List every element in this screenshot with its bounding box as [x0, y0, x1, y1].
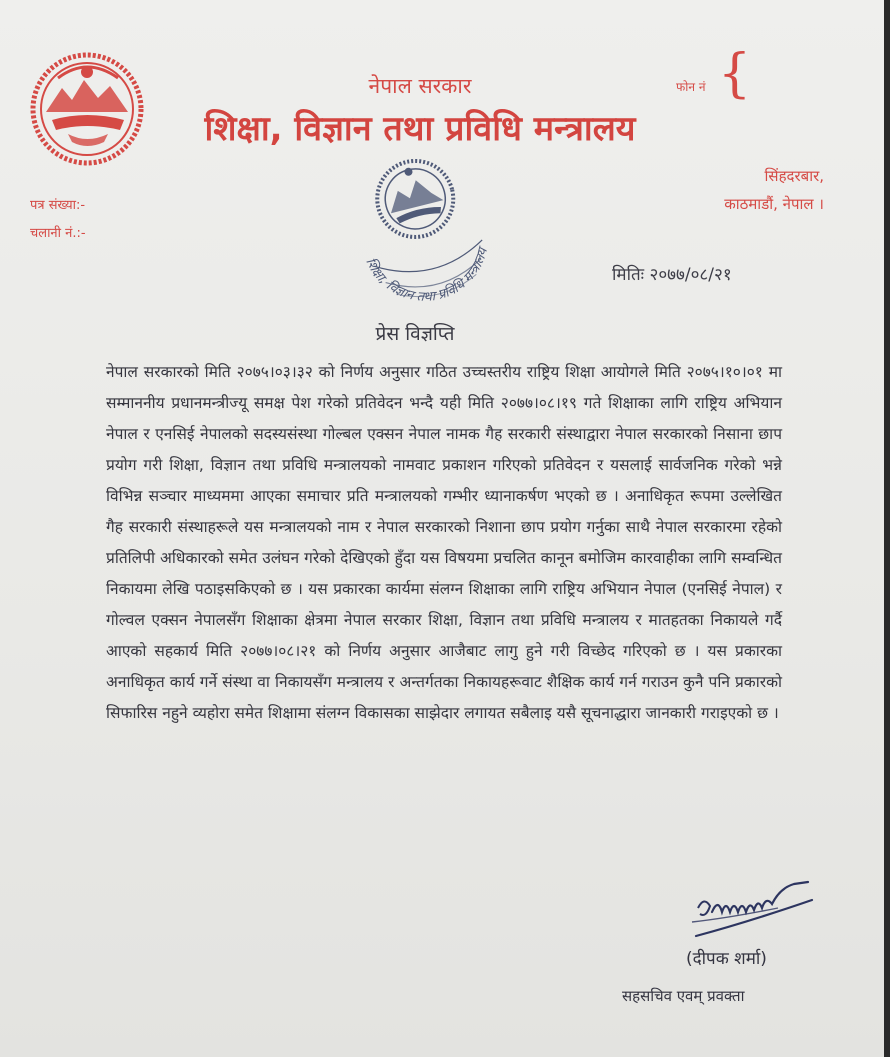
- ministry-stamp-icon: [338, 150, 508, 310]
- phone-label: फोन नं: [676, 80, 706, 94]
- press-release-heading: प्रेस विज्ञप्ति: [375, 323, 455, 345]
- government-title: नेपाल सरकार: [368, 74, 472, 98]
- ministry-title: शिक्षा, विज्ञान तथा प्रविधि मन्त्रालय: [204, 109, 636, 149]
- press-release-body: नेपाल सरकारको मिति २०७५।०३।३२ को निर्णय अनुसार गठित उच्चस्तरीय राष्ट्रिय शिक्षा आयोगले मिति २०७५।१०।०१ मा सम्माननीय प्रधानमन्त्रीज्यू समक्ष पेश गरेको प्रतिवेदन भन्दै यही मिति २०७७।०८।१९ गते शिक्षाका लागि राष्ट्रिय अभियान नेपाल र एनसिई नेपालको सदस्यसंस्था गोल्बल एक्सन नेपाल नामक गैह सरकारी संस्थाद्वारा नेपाल सरकारको निसाना छाप प्रयोग गरी शिक्षा, विज्ञान तथा प्रविधि मन्त्रालयको नामवाट प्रकाशन गरिएको प्रतिवेदन र यसलाई सार्वजनिक गरेको भन्ने विभिन्न सञ्चार माध्यममा आएका समाचार प्रति मन्त्रालयको गम्भीर ध्यानाकर्षण भएको छ । अनाधिकृत रूपमा उल्लेखित गैह सरकारी संस्थाहरूले यस मन्त्रालयको नाम र नेपाल सरकारको निशाना छाप प्रयोग गर्नुका साथै नेपाल सरकारमा रहेको प्रतिलिपी अधिकारको समेत उलंघन गरेको देखिएको हुँदा यस विषयमा प्रचलित कानून बमोजिम कारवाहीका लागि सम्वन्धित निकायमा लेखि पठाइसकिएको छ । यस प्रकारका कार्यमा संलग्न शिक्षाका लागि राष्ट्रिय अभियान नेपाल (एनसिई नेपाल) र गोल्वल एक्सन नेपालसँग शिक्षाका क्षेत्रमा नेपाल सरकार शिक्षा, विज्ञान तथा प्रविधि मन्त्रालय र मातहतका निकायले गर्दै आएको सहकार्य मिति २०७७।०८।२१ को निर्णय अनुसार आजैबाट लागु हुने गरी विच्छेद गरिएको छ । यस प्रकारका अनाधिकृत कार्य गर्ने संस्था वा निकायसँग मन्त्रालय र अन्तर्गतका निकायहरूवाट शैक्षिक कार्य गर्न गराउन कुनै पनि प्रकारको सिफारिस नहुने व्यहोरा समेत शिक्षामा संलग्न विकासका साझेदार लगायत सबैलाइ यसै सूचनाद्धारा जानकारी गराइएको छ ।: [106, 363, 782, 722]
- photo-edge-border: [884, 0, 890, 1057]
- address-line-2: काठमाडौं, नेपाल ।: [724, 195, 824, 213]
- signatory-designation: सहसचिव एवम् प्रवक्ता: [622, 987, 745, 1005]
- handwritten-signature-icon: [688, 878, 818, 944]
- ministry-address: [724, 162, 824, 218]
- dispatch-number-label: चलानी नं.:-: [30, 226, 86, 241]
- svg-text:शिक्षा, विज्ञान तथा प्रविधि मन: शिक्षा, विज्ञान तथा प्रविधि मन्त्रालय: [362, 246, 491, 306]
- reference-fields: [30, 192, 86, 248]
- issue-date: मितिः २०७७/०८/२१: [612, 265, 732, 285]
- reference-number-label: पत्र संख्या:-: [30, 198, 86, 213]
- address-line-1: सिंहदरबार,: [764, 167, 824, 185]
- signatory-name: (दीपक शर्मा): [686, 949, 767, 969]
- brace-glyph: {: [718, 44, 752, 104]
